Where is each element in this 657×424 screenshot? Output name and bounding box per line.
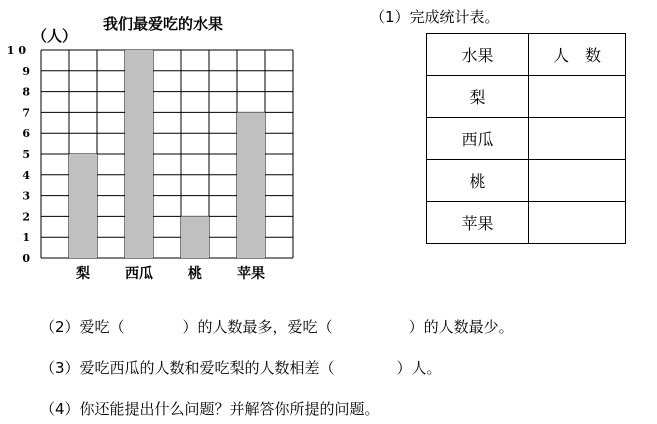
table-cell-fruit: 桃 bbox=[427, 160, 529, 202]
question-3-suffix: ）人。 bbox=[396, 359, 442, 377]
question-3-prefix: （3）爱吃西瓜的人数和爱吃梨的人数相差（ bbox=[40, 359, 335, 377]
statistics-table bbox=[426, 33, 626, 244]
table-cell-fruit: 梨 bbox=[427, 76, 529, 118]
question-3 bbox=[40, 357, 442, 378]
table-header-fruit: 水果 bbox=[427, 34, 529, 76]
table-row bbox=[427, 76, 626, 118]
x-category-label: 苹果 bbox=[237, 266, 265, 282]
y-tick-label: 3 bbox=[22, 189, 30, 203]
chart-title: 我们最爱吃的水果 bbox=[103, 15, 224, 33]
question-2-prefix: （2）爱吃（ bbox=[40, 318, 125, 336]
chart-y-unit-label: （人） bbox=[32, 27, 78, 45]
y-tick-label: 8 bbox=[22, 85, 30, 99]
table-header-row bbox=[427, 34, 626, 76]
x-category-label: 西瓜 bbox=[125, 266, 153, 282]
x-category-label: 梨 bbox=[76, 266, 90, 282]
question-2-suffix: ）的人数最少。 bbox=[408, 318, 514, 336]
table-cell-fruit: 苹果 bbox=[427, 202, 529, 244]
y-tick-label: 5 bbox=[22, 148, 30, 161]
y-tick-label: 0 bbox=[22, 252, 30, 265]
table-row bbox=[427, 160, 626, 202]
question-4: （4）你还能提出什么问题？并解答你所提的问题。 bbox=[40, 400, 380, 418]
table-cell-count[interactable] bbox=[529, 202, 626, 244]
y-tick-label: 4 bbox=[22, 168, 30, 182]
table-cell-count[interactable] bbox=[529, 118, 626, 160]
table-cell-count[interactable] bbox=[529, 76, 626, 118]
y-tick-label: 1 bbox=[22, 231, 30, 245]
bar-梨 bbox=[69, 154, 97, 258]
question-1-label: （1）完成统计表。 bbox=[370, 8, 500, 26]
chart-y-ticks bbox=[7, 44, 31, 265]
bar-西瓜 bbox=[125, 50, 153, 258]
table-header-count: 人 数 bbox=[529, 34, 626, 76]
table-cell-count[interactable] bbox=[529, 160, 626, 202]
chart-x-labels bbox=[76, 265, 265, 282]
y-tick-label: 2 bbox=[22, 210, 30, 224]
bar-苹果 bbox=[237, 112, 265, 258]
question-2 bbox=[40, 316, 514, 337]
question-2-middle: ）的人数最多，爱吃（ bbox=[182, 318, 333, 336]
table-row bbox=[427, 202, 626, 244]
y-tick-label: 6 bbox=[22, 127, 30, 141]
x-category-label: 桃 bbox=[188, 266, 202, 282]
table-row bbox=[427, 118, 626, 160]
bar-桃 bbox=[181, 216, 209, 258]
y-tick-label: 10 bbox=[6, 44, 30, 57]
table-cell-fruit: 西瓜 bbox=[427, 118, 529, 160]
y-tick-label: 7 bbox=[22, 106, 30, 120]
y-tick-label: 9 bbox=[22, 64, 30, 78]
